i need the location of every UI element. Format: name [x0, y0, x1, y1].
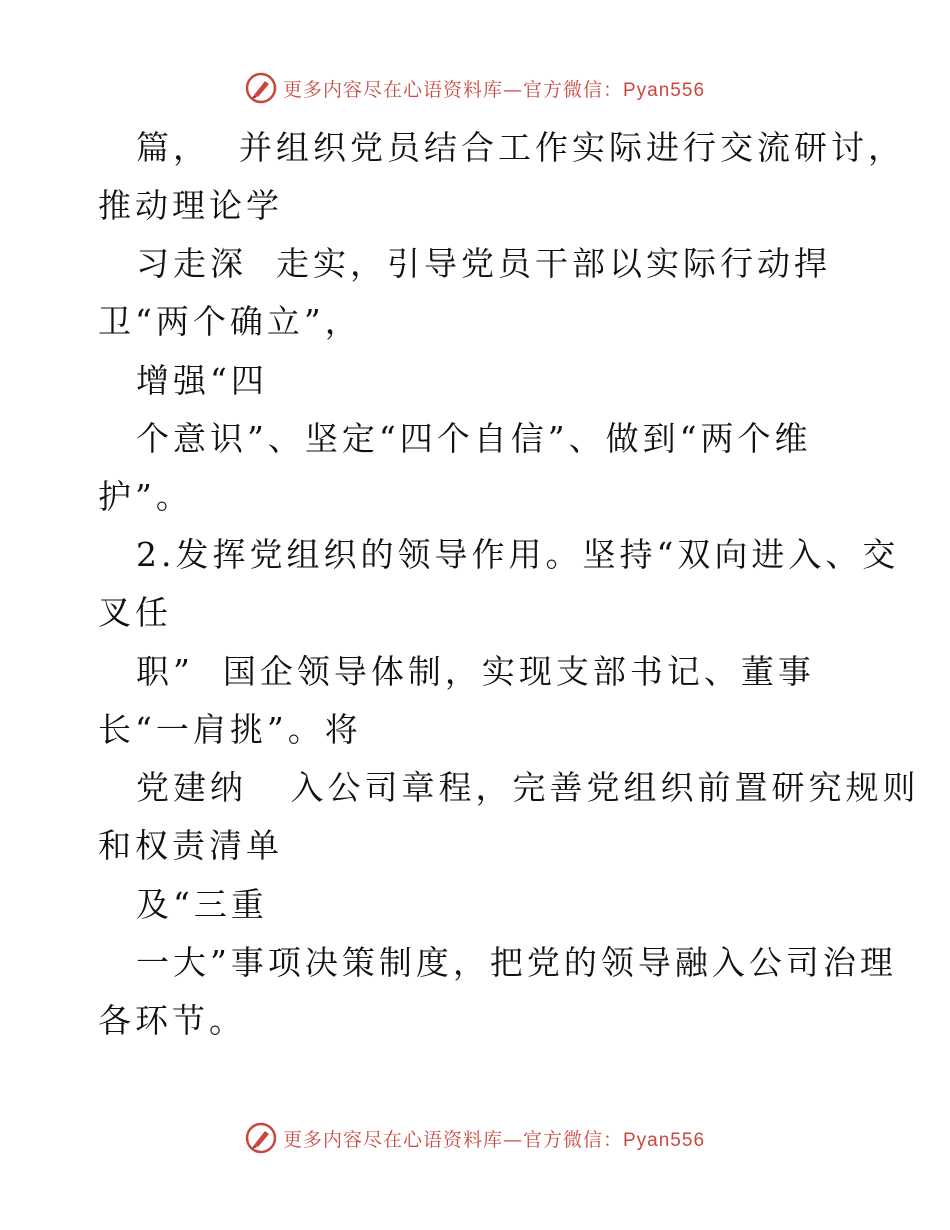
body-line: 党建纳 入公司章程，完善党组织前置研究规则	[136, 768, 920, 807]
body-line: 卫“两个确立”，	[98, 302, 362, 341]
body-line: 习走深 走实，引导党员干部以实际行动捍	[136, 244, 831, 283]
banner-separator: —	[503, 78, 523, 101]
page-header-banner	[0, 72, 950, 104]
body-line: 及“三重	[136, 885, 268, 924]
body-line: 个意识”、坚定“四个自信”、做到“两个维	[136, 419, 812, 458]
body-line: 职” 国企领导体制，实现支部书记、董事	[136, 652, 815, 691]
body-line: 篇， 并组织党员结合工作实际进行交流研讨，	[136, 128, 905, 167]
body-line: 2.发挥党组织的领导作用。坚持“双向进入、交	[136, 535, 900, 574]
banner-separator: —	[503, 1128, 523, 1151]
body-line: 护”。	[98, 477, 193, 516]
banner-title: 更多内容尽在心语资料库	[282, 78, 503, 101]
banner-contact: 官方微信：Pyan556	[523, 1129, 706, 1151]
banner-contact: 官方微信：Pyan556	[523, 79, 706, 101]
footer-banner-text	[283, 1125, 705, 1152]
body-line: 一大”事项决策制度，把党的领导融入公司治理	[136, 943, 897, 982]
body-line: 长“一肩挑”。将	[98, 710, 362, 749]
body-line: 推动理论学	[98, 186, 283, 225]
header-banner-text	[283, 75, 705, 102]
pen-logo-icon	[245, 1122, 277, 1154]
body-line: 各环节。	[98, 1001, 246, 1040]
body-line: 增强“四	[136, 361, 268, 400]
banner-title: 更多内容尽在心语资料库	[282, 1128, 503, 1151]
page-footer-banner	[0, 1122, 950, 1154]
pen-logo-icon	[245, 72, 277, 104]
body-line: 和权责清单	[98, 826, 283, 865]
body-line: 叉任	[98, 593, 172, 632]
